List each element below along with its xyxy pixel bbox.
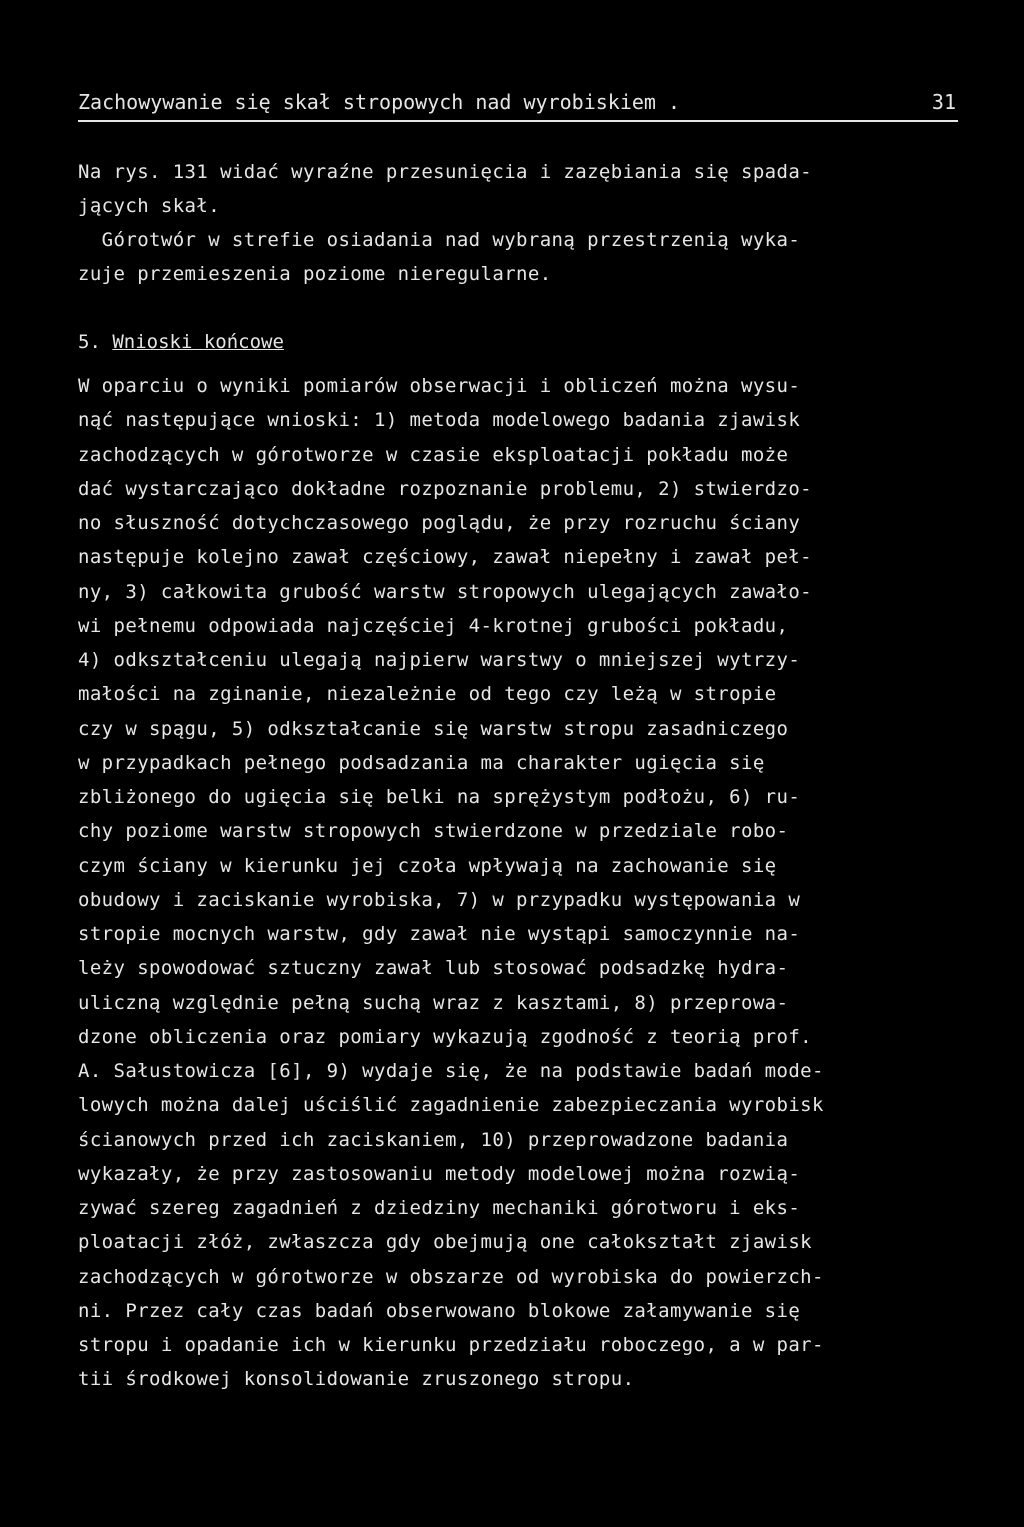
body-line: dać wystarczająco dokładne rozpoznanie problemu, 2) stwierdzo- <box>78 478 813 500</box>
body-line: czy w spągu, 5) odkształcanie się warstw stropu zasadniczego <box>78 718 789 740</box>
section-title: Wnioski końcowe <box>112 331 284 353</box>
body-line: chy poziome warstw stropowych stwierdzone w przedziale robo- <box>78 820 789 842</box>
intro-line: Na rys. 131 widać wyraźne przesunięcia i zazębiania się spada- <box>78 161 813 183</box>
body-line: uliczną względnie pełną suchą wraz z kasztami, 8) przeprowa- <box>78 992 789 1014</box>
page-header <box>78 90 958 122</box>
body-line: ścianowych przed ich zaciskaniem, 10) przeprowadzone badania <box>78 1129 789 1151</box>
body-line: zywać szereg zagadnień z dziedziny mechaniki górotworu i eks- <box>78 1197 801 1219</box>
body-line: ploatacji złóż, zwłaszcza gdy obejmują one całokształt zjawisk <box>78 1231 813 1253</box>
intro-line: jących skał. <box>78 195 221 217</box>
body-line: stropu i opadanie ich w kierunku przedziału roboczego, a w par- <box>78 1334 824 1356</box>
body-line: tii środkowej konsolidowanie zruszonego stropu. <box>78 1368 635 1390</box>
body-line: w przypadkach pełnego podsadzania ma charakter ugięcia się <box>78 752 765 774</box>
section-number: 5. <box>78 331 101 353</box>
body-line: następuje kolejno zawał częściowy, zawał niepełny i zawał peł- <box>78 546 813 568</box>
body-line: stropie mocnych warstw, gdy zawał nie wystąpi samoczynnie na- <box>78 923 801 945</box>
intro-line: zuje przemieszenia poziome nieregularne. <box>78 263 552 285</box>
section-heading <box>78 330 284 354</box>
body-line: wykazały, że przy zastosowaniu metody modelowej można rozwią- <box>78 1163 801 1185</box>
body-line: nąć następujące wnioski: 1) metoda modelowego badania zjawisk <box>78 409 801 431</box>
body-line: lowych można dalej uściślić zagadnienie zabezpieczania wyrobisk <box>78 1094 824 1116</box>
body-line: leży spowodować sztuczny zawał lub stosować podsadzkę hydra- <box>78 957 789 979</box>
body-line: wi pełnemu odpowiada najczęściej 4-krotnej grubości pokładu, <box>78 615 789 637</box>
body-line: dzone obliczenia oraz pomiary wykazują zgodność z teorią prof. <box>78 1026 813 1048</box>
body-line: obudowy i zaciskanie wyrobiska, 7) w przypadku występowania w <box>78 889 801 911</box>
body-line: czym ściany w kierunku jej czoła wpływają na zachowanie się <box>78 855 777 877</box>
body-line: zachodzących w górotworze w czasie eksploatacji pokładu może <box>78 444 789 466</box>
body-line: A. Sałustowicza [6], 9) wydaje się, że na podstawie badań mode- <box>78 1060 824 1082</box>
body-line: ny, 3) całkowita grubość warstw stropowych ulegających zawało- <box>78 581 813 603</box>
body-line: W oparciu o wyniki pomiarów obserwacji i obliczeń można wysu- <box>78 375 801 397</box>
running-title: Zachowywanie się skał stropowych nad wyrobiskiem . <box>78 90 681 114</box>
body-line: zbliżonego do ugięcia się belki na sprężystym podłożu, 6) ru- <box>78 786 801 808</box>
body-line: zachodzących w górotworze w obszarze od wyrobiska do powierzch- <box>78 1266 824 1288</box>
intro-line: Górotwór w strefie osiadania nad wybraną przestrzenią wyka- <box>78 229 801 251</box>
page-number: 31 <box>931 90 956 114</box>
body-line: małości na zginanie, niezależnie od tego czy leżą w stropie <box>78 683 777 705</box>
body-line: 4) odkształceniu ulegają najpierw warstwy o mniejszej wytrzy- <box>78 649 801 671</box>
body-line: no słuszność dotychczasowego poglądu, że przy rozruchu ściany <box>78 512 801 534</box>
body-line: ni. Przez cały czas badań obserwowano blokowe załamywanie się <box>78 1300 801 1322</box>
